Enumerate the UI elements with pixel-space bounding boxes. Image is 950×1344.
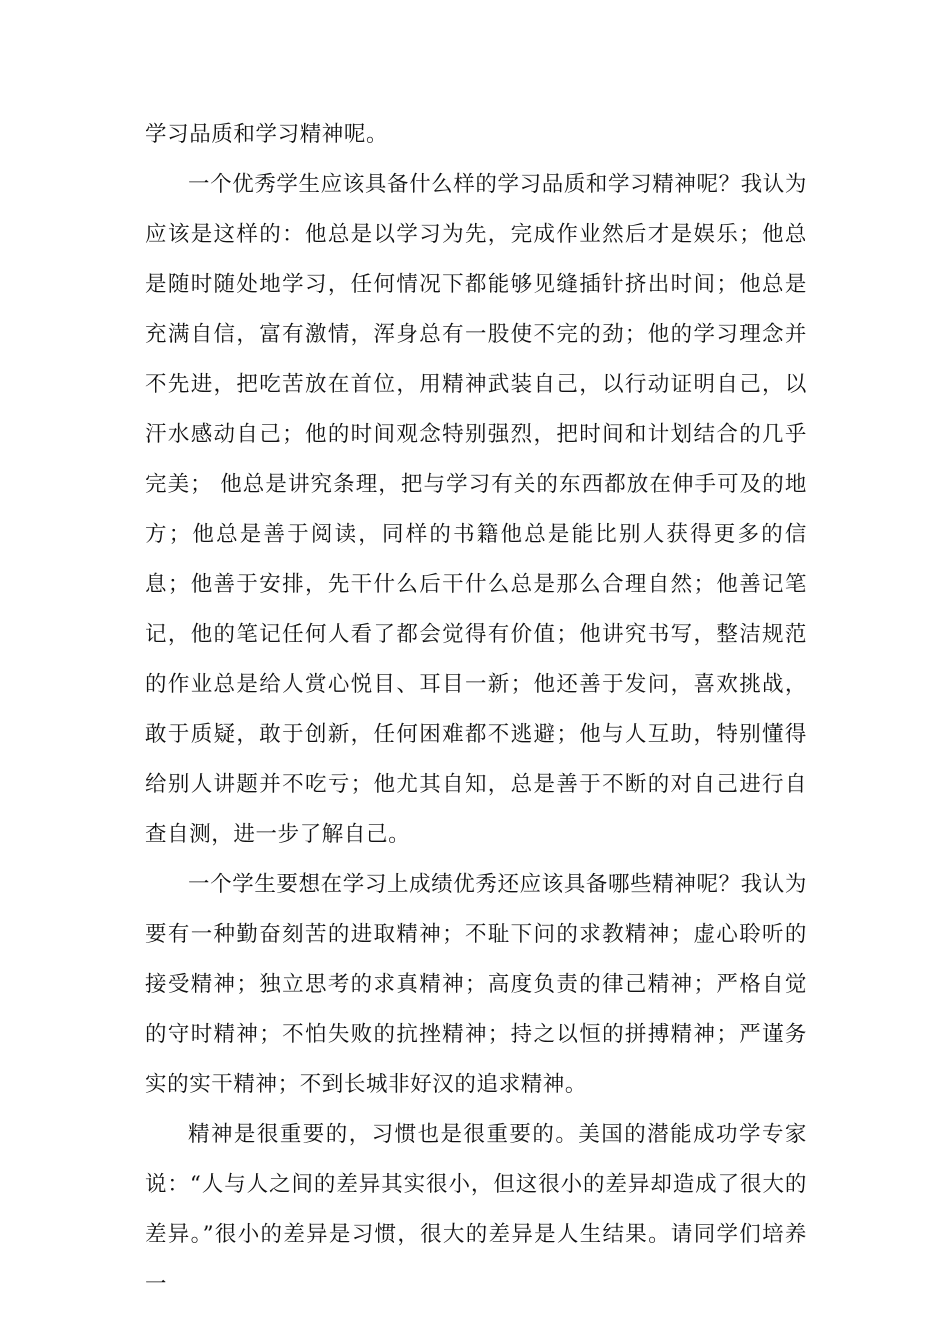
paragraph-learning-spirits: 一个学生要想在学习上成绩优秀还应该具备哪些精神呢？我认为要有一种勤奋刻苦的进取精神；不耻下问的求教精神；虚心聆听的接受精神；独立思考的求真精神；高度负责的律己精神；严格自觉的守时精神；不怕失败的抗挫精神；持之以恒的拼搏精神；严谨务实的实干精神；不到长城非好汉的追求精神。 <box>145 872 807 1097</box>
continuation-line: 学习品质和学习精神呢。 <box>145 122 389 147</box>
body-text <box>145 160 807 1310</box>
paragraph-learning-qualities: 一个优秀学生应该具备什么样的学习品质和学习精神呢？我认为应该是这样的：他总是以学习为先，完成作业然后才是娱乐；他总是随时随处地学习，任何情况下都能够见缝插针挤出时间；他总是充满自信，富有激情，浑身总有一股使不完的劲；他的学习理念并不先进，把吃苦放在首位，用精神武装自己，以行动证明自己，以汗水感动自己；他的时间观念特别强烈，把时间和计划结合的几乎完美； 他总是讲究条理，把与学习有关的东西都放在伸手可及的地方；他总是善于阅读，同样的书籍他总是能比别人获得更多的信息；他善于安排，先干什么后干什么总是那么合理自然；他善记笔记，他的笔记任何人看了都会觉得有价值；他讲究书写，整洁规范的作业总是给人赏心悦目、耳目一新；他还善于发问，喜欢挑战，敢于质疑，敢于创新，任何困难都不逃避；他与人互助，特别懂得给别人讲题并不吃亏；他尤其自知，总是善于不断的对自己进行自查自测，进一步了解自己。 <box>145 172 807 847</box>
continuation-line-block <box>145 110 807 160</box>
paragraph-habits: 精神是很重要的，习惯也是很重要的。美国的潜能成功学专家说：“人与人之间的差异其实很小，但这很小的差异却造成了很大的差异。”很小的差异是习惯，很大的差异是人生结果。请同学们培养一 <box>145 1122 807 1297</box>
